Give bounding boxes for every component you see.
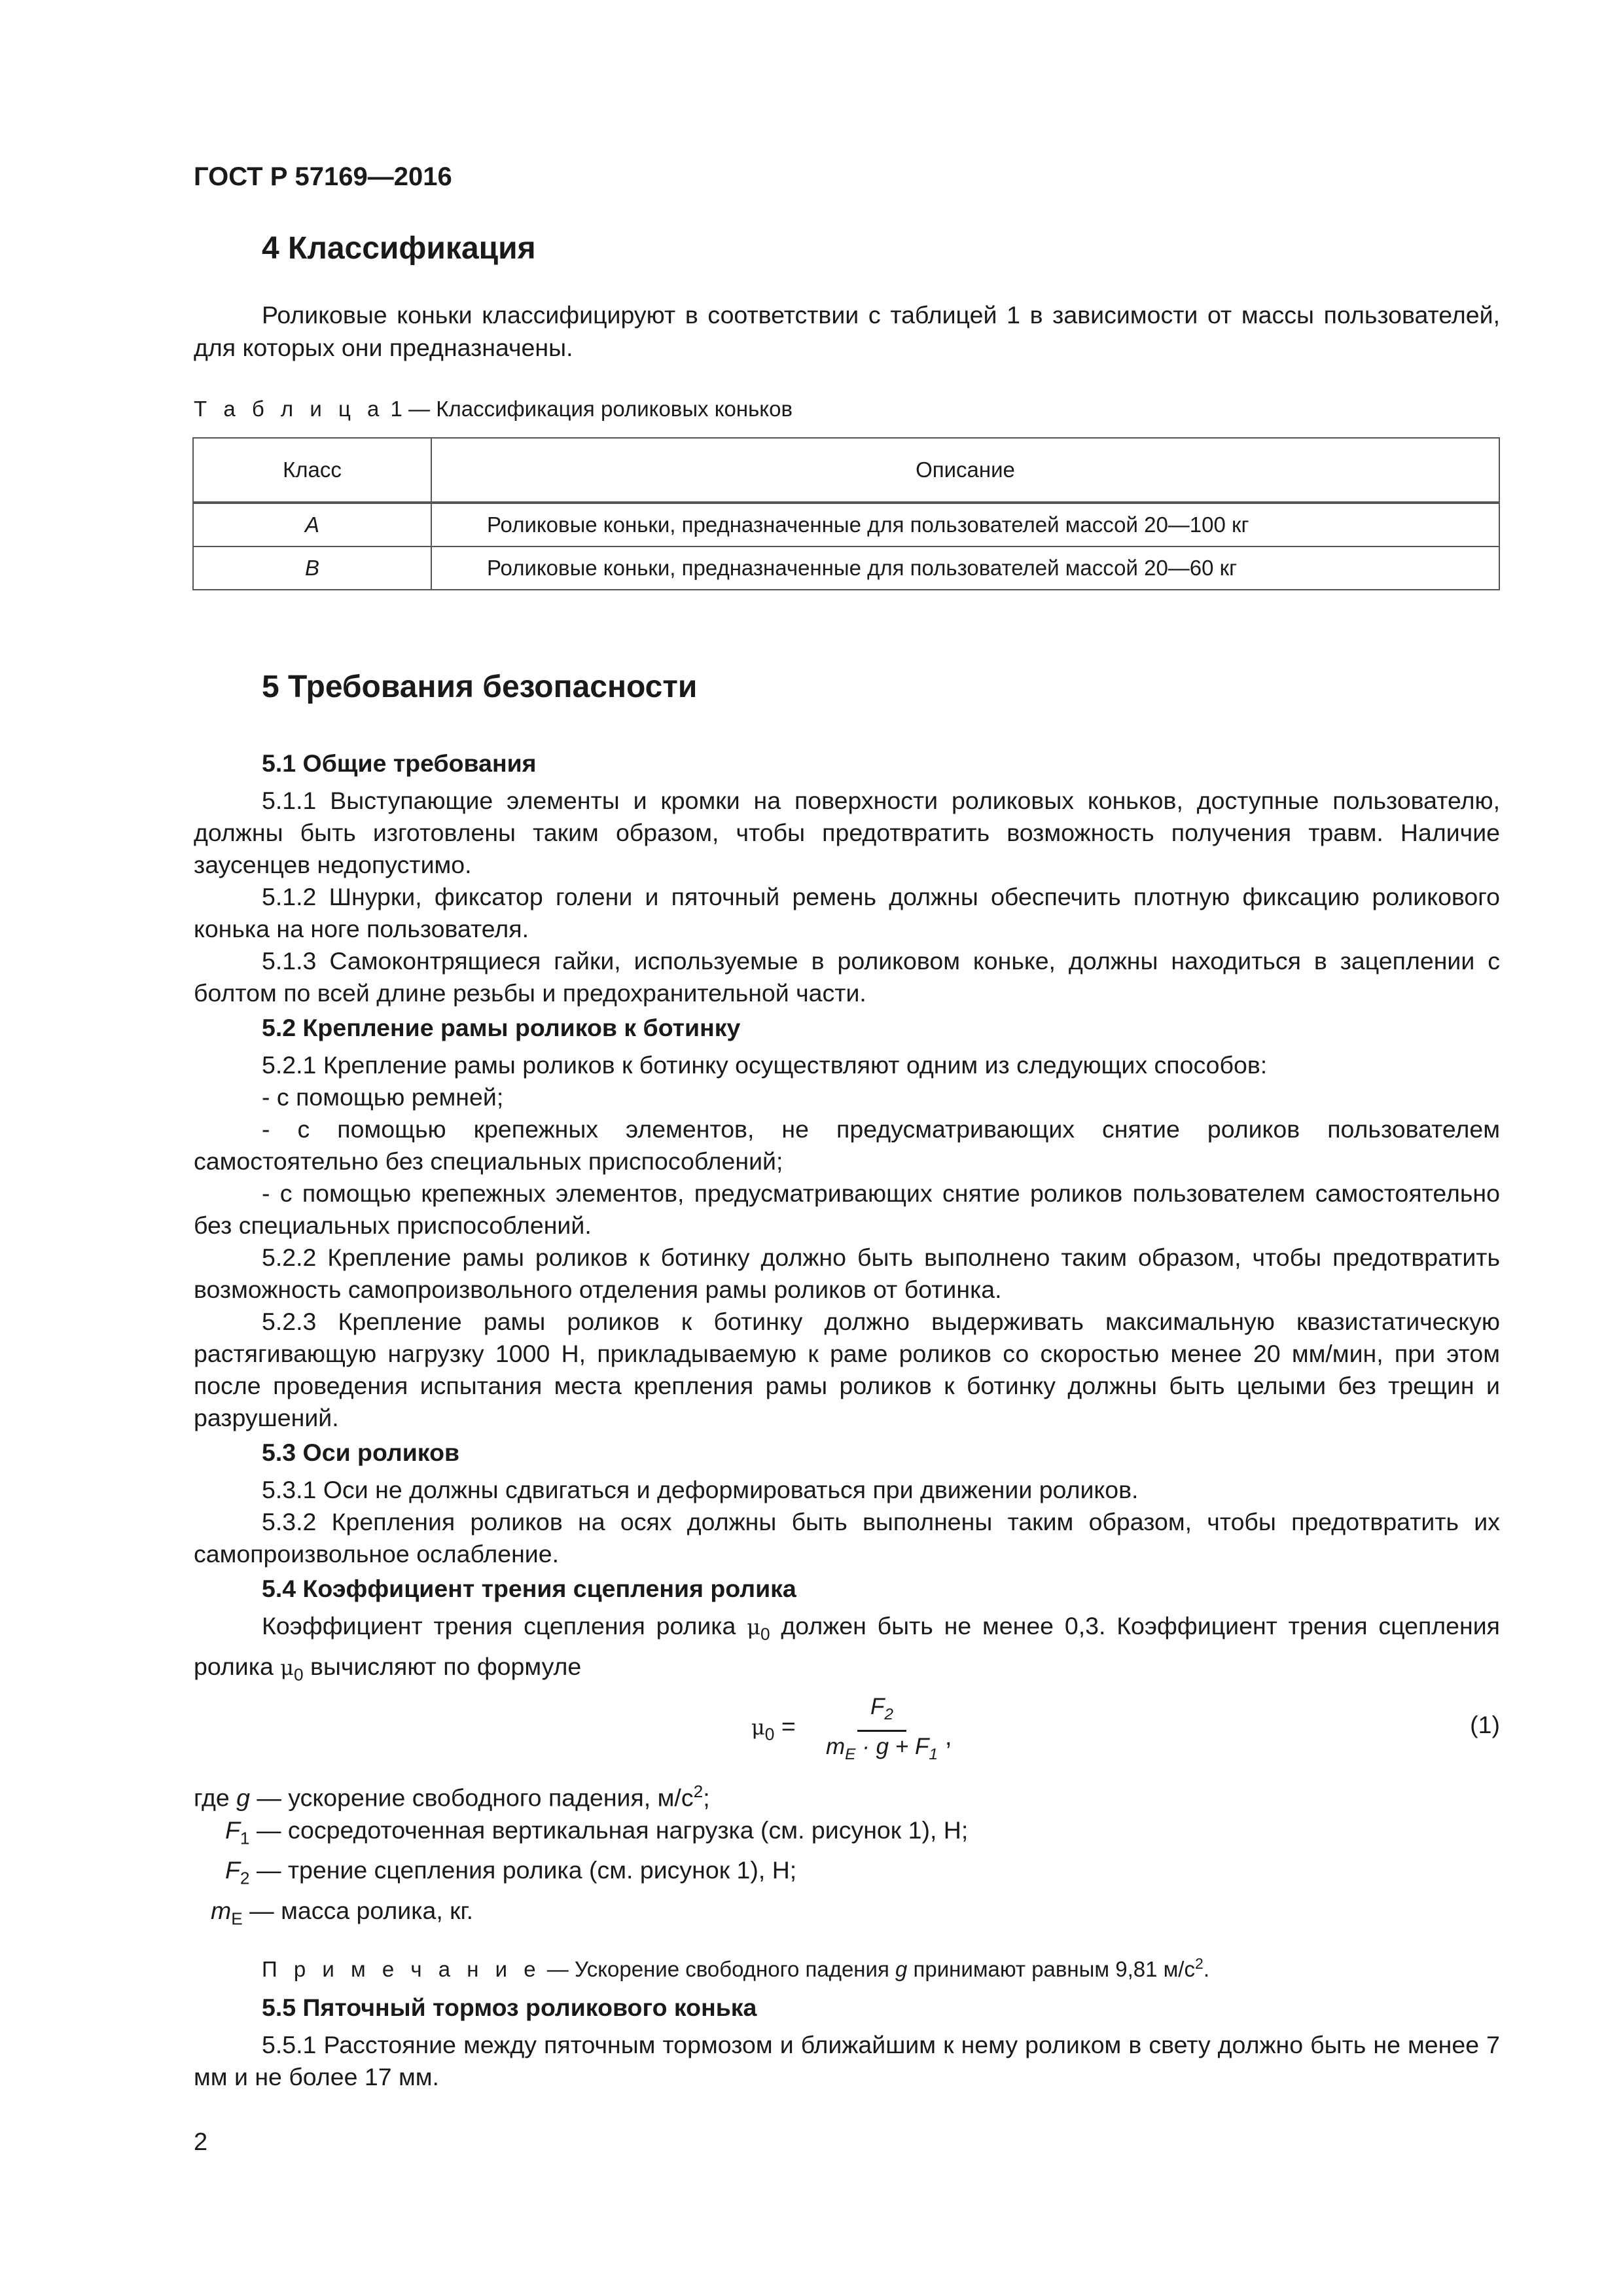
formula-legend bbox=[194, 1776, 1500, 1935]
section-5-heading: 5 Требования безопасности bbox=[262, 670, 698, 704]
text-run: где bbox=[194, 1784, 237, 1812]
classification-table bbox=[192, 437, 1500, 590]
paragraph-5-2-3: 5.2.3 Крепление рамы роликов к ботинку должно выдерживать максимальную квазистатическую растягивающую нагрузку 1000 Н, прикладываемую к раме роликов со скоростью менее 20 мм/мин, при этом после проведения испытания места крепления рамы роликов к ботинку должны быть целыми без трещин и разрушений. bbox=[194, 1308, 1500, 1431]
subsection-5-5-title: 5.5 Пяточный тормоз роликового конька bbox=[262, 1994, 757, 2021]
text-run: — ускорение свободного падения, м/с bbox=[250, 1784, 694, 1812]
equation-number: (1) bbox=[1470, 1711, 1500, 1738]
formula-fraction bbox=[826, 1692, 938, 1770]
paragraph-5-2-1: 5.2.1 Крепление рамы роликов к ботинку осуществляют одним из следующих способов: bbox=[262, 1051, 1268, 1079]
table-row bbox=[193, 547, 1499, 590]
list-item: - с помощью ремней; bbox=[262, 1083, 504, 1111]
note bbox=[262, 1948, 1500, 1985]
list-item: - с помощью крепежных элементов, не предусматривающих снятие роликов пользователем самостоятельно без специальных приспособлений; bbox=[194, 1115, 1500, 1175]
subscript: 2 bbox=[240, 1868, 250, 1888]
text-run: Коэффициент трения сцепления ролика bbox=[262, 1612, 747, 1640]
table-cell-description: Роликовые коньки, предназначенные для пользователей массой 20—100 кг bbox=[431, 503, 1499, 547]
text-run: ; bbox=[703, 1784, 710, 1812]
var-f2: F bbox=[225, 1856, 240, 1884]
paragraph-5-4-intro bbox=[194, 1610, 1500, 1691]
column-header-description: Описание bbox=[431, 438, 1499, 503]
text-run: вычисляют по формуле bbox=[303, 1652, 582, 1680]
subscript: 1 bbox=[240, 1828, 250, 1848]
paragraph-5-1-2: 5.1.2 Шнурки, фиксатор голени и пяточный ремень должны обеспечить плотную фиксацию роликового конька на ноге пользователя. bbox=[194, 883, 1500, 942]
formula-numerator bbox=[857, 1692, 906, 1732]
mu-symbol: μ bbox=[280, 1655, 294, 1680]
subscript: E bbox=[231, 1909, 243, 1928]
text-run: должен быть не менее 0,3. Коэффициент трения сцепления ролика bbox=[194, 1612, 1500, 1680]
table-caption bbox=[194, 397, 793, 422]
legend-item bbox=[194, 1776, 1500, 1814]
section-5-body bbox=[194, 745, 1500, 2093]
paragraph-5-1-3: 5.1.3 Самоконтрящиеся гайки, используемые в роликовом коньке, должны находиться в зацеплении с болтом по всей длине резьбы и предохранительной части. bbox=[194, 947, 1500, 1007]
text-run: — Ускорение свободного падения bbox=[541, 1957, 895, 1981]
document-id: ГОСТ Р 57169—2016 bbox=[194, 162, 452, 191]
subscript: 2 bbox=[884, 1706, 893, 1723]
text-run: . bbox=[1203, 1957, 1209, 1981]
denominator-mid: · g + F bbox=[855, 1734, 929, 1759]
var-m: m bbox=[826, 1734, 846, 1759]
paragraph-5-5-1: 5.5.1 Расстояние между пяточным тормозом и ближайшим к нему роликом в свету должно быть не менее 7 мм и не более 17 мм. bbox=[194, 2031, 1500, 2090]
table-caption-label: Т а б л и ц а bbox=[194, 397, 385, 421]
table-row bbox=[193, 503, 1499, 547]
mu-symbol: μ bbox=[747, 1615, 760, 1640]
superscript: 2 bbox=[693, 1782, 704, 1801]
formula-1 bbox=[194, 1691, 1500, 1776]
paragraph-5-3-2: 5.3.2 Крепления роликов на осях должны быть выполнены таким образом, чтобы предотвратить их самопроизвольное ослабление. bbox=[194, 1508, 1500, 1568]
table-cell-class: A bbox=[193, 503, 431, 547]
subsection-5-3-title: 5.3 Оси роликов bbox=[262, 1439, 460, 1466]
subsection-5-2-title: 5.2 Крепление рамы роликов к ботинку bbox=[262, 1014, 741, 1041]
table-caption-title: 1 — Классификация роликовых коньков bbox=[384, 397, 793, 421]
section-4-heading: 4 Классификация bbox=[262, 231, 536, 266]
subscript: 1 bbox=[929, 1746, 938, 1763]
table-cell-description: Роликовые коньки, предназначенные для пользователей массой 20—60 кг bbox=[431, 547, 1499, 590]
subscript: 0 bbox=[294, 1664, 304, 1684]
superscript: 2 bbox=[1194, 1955, 1204, 1972]
text-run: — масса ролика, кг. bbox=[242, 1896, 474, 1924]
table-header-row bbox=[193, 438, 1499, 503]
var-g: g bbox=[236, 1784, 251, 1812]
var-f1: F bbox=[225, 1816, 240, 1844]
section-4-intro: Роликовые коньки классифицируют в соответствии с таблицей 1 в зависимости от массы пользователей, для которых они предназначены. bbox=[194, 301, 1500, 361]
formula-denominator bbox=[826, 1732, 938, 1770]
subscript: 0 bbox=[764, 1724, 775, 1744]
list-item: - с помощью крепежных элементов, предусматривающих снятие роликов пользователем самостоятельно без специальных приспособлений. bbox=[194, 1179, 1500, 1239]
text-run: принимают равным 9,81 м/с bbox=[907, 1957, 1195, 1981]
legend-item bbox=[194, 1814, 1500, 1855]
legend-item bbox=[194, 1895, 1500, 1935]
page-number: 2 bbox=[194, 2128, 208, 2156]
mu-symbol: μ bbox=[751, 1715, 765, 1740]
subscript: 0 bbox=[760, 1624, 770, 1644]
subscript: E bbox=[845, 1746, 856, 1763]
text-run: — сосредоточенная вертикальная нагрузка (см. рисунок 1), Н; bbox=[249, 1816, 969, 1844]
paragraph-5-3-1: 5.3.1 Оси не должны сдвигаться и деформироваться при движении роликов. bbox=[262, 1476, 1139, 1503]
subsection-5-4-title: 5.4 Коэффициент трения сцепления ролика bbox=[262, 1575, 796, 1602]
var-g: g bbox=[895, 1957, 908, 1981]
formula-lhs bbox=[751, 1710, 796, 1751]
formula-comma: , bbox=[945, 1723, 952, 1750]
legend-item bbox=[194, 1854, 1500, 1895]
paragraph-5-2-2: 5.2.2 Крепление рамы роликов к ботинку должно быть выполнено таким образом, чтобы предотвратить возможность самопроизвольного отделения рамы роликов от ботинка. bbox=[194, 1244, 1500, 1303]
equals-sign: = bbox=[774, 1712, 796, 1740]
column-header-class: Класс bbox=[193, 438, 431, 503]
var-me: m bbox=[211, 1896, 232, 1924]
note-label: П р и м е ч а н и е bbox=[262, 1957, 541, 1981]
table-cell-class: B bbox=[193, 547, 431, 590]
text-run: — трение сцепления ролика (см. рисунок 1), Н; bbox=[249, 1856, 797, 1884]
subsection-5-1-title: 5.1 Общие требования bbox=[262, 749, 537, 777]
paragraph-5-1-1: 5.1.1 Выступающие элементы и кромки на поверхности роликовых коньков, доступные пользователю, должны быть изготовлены таким образом, чтобы предотвратить возможность получения травм. Наличие заусенцев недопустимо. bbox=[194, 787, 1500, 878]
var-f: F bbox=[870, 1694, 885, 1719]
